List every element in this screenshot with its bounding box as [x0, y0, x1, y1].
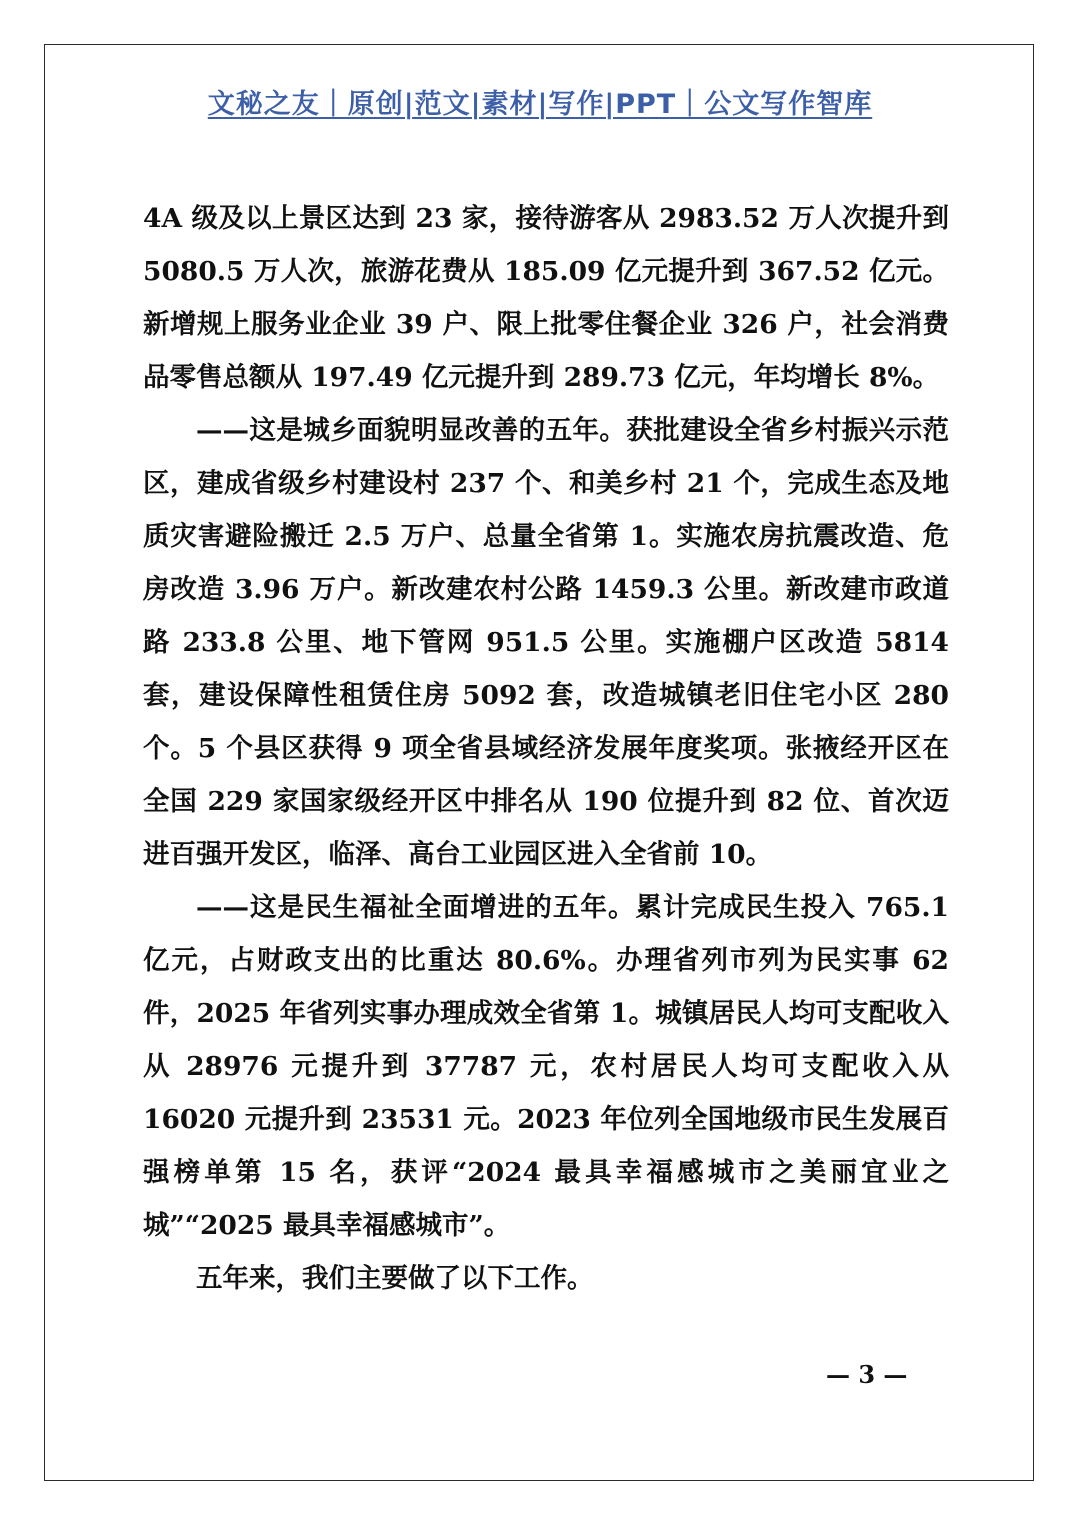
page-number: — 3 —	[826, 1360, 908, 1389]
paragraph-tourism-stats: 4A 级及以上景区达到 23 家，接待游客从 2983.52 万人次提升到 5080.5 万人次，旅游花费从 185.09 亿元提升到 367.52 亿元。新增规上服务业企业 39 户、限上批零住餐企业 326 户，社会消费品零售总额从 197.49 亿元提升到 289.73 亿元，年均增长 8%。	[143, 203, 949, 393]
document-body	[143, 192, 949, 1305]
paragraph-urban-rural: ——这是城乡面貌明显改善的五年。获批建设全省乡村振兴示范区，建成省级乡村建设村 237 个、和美乡村 21 个，完成生态及地质灾害避险搬迁 2.5 万户、总量全省第 1。实施农房抗震改造、危房改造 3.96 万户。新改建农村公路 1459.3 公里。新改建市政道路 233.8 公里、地下管网 951.5 公里。实施棚户区改造 5814 套，建设保障性租赁住房 5092 套，改造城镇老旧住宅小区 280 个。5 个县区获得 9 项全省县域经济发展年度奖项。张掖经开区在全国 229 家国家级经开区中排名从 190 位提升到 82 位、首次迈进百强开发区，临泽、高台工业园区进入全省前 10。	[143, 415, 949, 870]
paragraph-livelihood: ——这是民生福祉全面增进的五年。累计完成民生投入 765.1 亿元，占财政支出的比重达 80.6%。办理省列市列为民实事 62 件，2025 年省列实事办理成效全省第 1。城镇居民人均可支配收入从 28976 元提升到 37787 元，农村居民人均可支配收入从 16020 元提升到 23531 元。2023 年位列全国地级市民生发展百强榜单第 15 名，获评“2024 最具幸福感城市之美丽宜业之城”“2025 最具幸福感城市”。	[143, 892, 949, 1241]
paragraph-summary: 五年来，我们主要做了以下工作。	[196, 1263, 594, 1294]
header-banner: 文秘之友｜原创|范文|素材|写作|PPT｜公文写作智库	[207, 89, 873, 120]
